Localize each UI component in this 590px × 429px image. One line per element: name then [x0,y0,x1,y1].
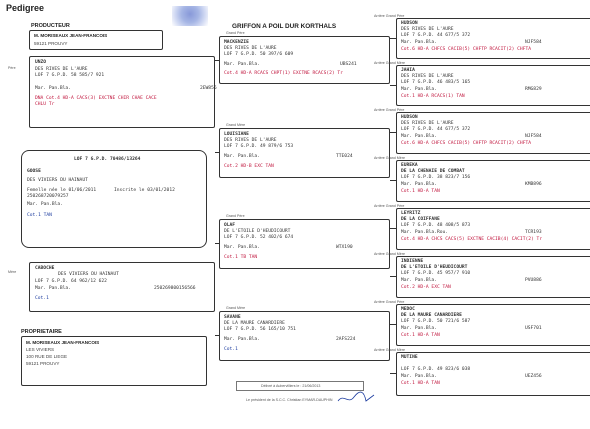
subject-color: Mar. Pan.Bla. [27,202,63,207]
father-lof: LOF 7 G.P.D. 58 585/7 921 [35,73,105,78]
gp2-affix: DE L'ETOILE D'HEUDICOURT [224,229,291,234]
gm1-lof: LOF 7 G.P.D. 49 879/6 753 [224,144,294,149]
gp1-box[interactable] [219,36,390,84]
agp2-label: Arrière Grand Père [374,108,405,112]
subject-chip: 250268720079257 [27,194,69,199]
gm1-name: LOUISIANE [224,132,249,137]
gm2-id: 2AFS224 [336,337,356,342]
ggp-box-4[interactable] [396,160,590,202]
gm2-color: Mar. Pan.Bla. [224,337,260,342]
mother-cot: Cot.1 [35,296,49,301]
official-seal-stamp [172,6,208,26]
ggp1-cot: Cot.6 HD-A CHFCS CACIB(5) CHFTP RCACIT(2) CHFTA [401,47,531,52]
gp1-id: UBS241 [340,62,357,67]
ggp7-name: MEDOC [401,307,415,312]
ggp7-cot: Cot.1 HD-A TAN [401,333,440,338]
connector-line [215,152,219,153]
gp1-label: Grand Père [226,31,245,35]
ggp-box-1[interactable] [396,18,590,59]
gp1-cot: Cot.4 HD-A RCACS CHPT(1) EXCTNE RCACS(2) Tr [224,71,343,76]
father-cot: DNA Cot.4 HD-A CACS(3) EXCTNE CHIR CHAE CACE [35,96,157,101]
ggp2-lof: LOF 7 G.P.D. 46 483/5 165 [401,80,471,85]
mother-lof: LOF 7 G.P.D. 64 962/12 622 [35,279,107,284]
gp2-id: WTX190 [336,245,353,250]
gm1-affix: DES RIVES DE L'AURE [224,138,277,143]
agp3-label: Arrière Grand Père [374,204,405,208]
mother-affix: DES VIVIERS DU HAINAUT [58,272,119,277]
gp1-affix: DES RIVES DE L'AURE [224,46,277,51]
mother-color: Mar. Pan.Bla. [35,286,71,291]
ggp8-color: Mar. Pan.Bla. [401,374,437,379]
owner-line3: 100 RUE DE LIEGE [26,354,68,359]
connector-line [390,38,396,39]
mother-id: 250269800156566 [154,286,196,291]
page-title: Pedigree [6,3,45,13]
ggp6-lof: LOF 7 G.P.D. 45 957/7 910 [401,271,471,276]
agm1-label: Arrière Grand Mère [374,61,405,65]
ggp1-affix: DES RIVES DE L'AURE [401,27,454,32]
ggp5-affix: DE LA COIFFANE [401,217,440,222]
father-cot2: CHLU Tr [35,102,55,107]
ggp4-name: EUREKA [401,163,418,168]
owner-name: M. MORISEAUX JEAN-FRANCOIS [26,340,100,345]
ggp3-id: NJF584 [525,134,542,139]
ggp1-color: Mar. Pan.Bla. [401,40,437,45]
gm2-affix: DE LA MAURE CANARDIERE [224,321,285,326]
owner-label: PROPRIETAIRE [21,329,62,335]
ggp-box-3[interactable] [396,112,590,154]
father-name: UNZO [35,60,47,65]
gp2-label: Grand Père [226,214,245,218]
ggp4-color: Mar. Pan.Bla. [401,182,437,187]
ggp1-id: NJF584 [525,40,542,45]
producer-city: 59121 PROUVY [34,41,68,46]
ggp2-name: JAHIA [401,68,415,73]
subject-name: GOOSE [27,169,41,174]
ggp6-color: Mar. Pan.Bla. [401,278,437,283]
gp2-box[interactable] [219,219,390,269]
ggp1-name: HUDSON [401,21,418,26]
owner-box [21,336,207,386]
owner-line4: 59121 PROUVY [26,361,60,366]
father-box[interactable] [29,56,215,128]
ggp7-lof: LOF 7 G.P.D. 50 721/6 587 [401,319,471,324]
gp1-color: Mar. Pan.Bla. [224,62,260,67]
connector-line [390,276,396,277]
gm2-name: SAVANE [224,315,241,320]
subject-registered: Inscrite le 03/01/2012 [114,188,175,193]
producer-box [29,30,163,50]
mere-label: Mère [8,270,17,274]
gm1-box[interactable] [219,128,390,178]
subject-cot: Cot.1 TAN [27,213,52,218]
ggp5-color: Mar. Pan.Bla.Rou. [401,230,449,235]
gm1-id: TTE024 [336,154,353,159]
subject-box[interactable] [21,150,207,248]
ggp3-cot: Cot.6 HD-A CHFCS CACIB(5) CHFTP RCACIT(2) CHFTA [401,141,531,146]
connector-line [390,373,396,374]
gp2-lof: LOF 7 G.P.D. 52 402/6 674 [224,235,294,240]
mother-name: CABOCHE [35,266,55,271]
agm3-label: Arrière Grand Mère [374,252,405,256]
ggp-box-8[interactable] [396,352,590,396]
ggp-box-5[interactable] [396,208,590,250]
ggp8-id: UEZ456 [525,374,542,379]
ggp-box-6[interactable] [396,256,590,298]
ggp-box-7[interactable] [396,304,590,346]
agp1-label: Arrière Grand Père [374,14,405,18]
breed-title: GRIFFON A POIL DUR KORTHALS [232,23,337,30]
ggp6-name: INDIENNE [401,259,424,264]
signature [336,389,376,407]
agm2-label: Arrière Grand Mère [374,156,405,160]
father-id: 2EW856 [200,86,217,91]
ggp2-affix: DES RIVES DE L'AURE [401,74,454,79]
ggp-box-2[interactable] [396,65,590,106]
gm1-cot: Cot.2 HD-B EXC TAN [224,164,274,169]
connector-line [215,243,219,244]
ggp3-lof: LOF 7 G.P.D. 44 677/5 372 [401,127,471,132]
gp1-lof: LOF 7 G.P.D. 50 397/6 609 [224,52,294,57]
ggp5-name: LEYRITZ [401,211,421,216]
agp4-label: Arrière Grand Père [374,300,405,304]
mother-box[interactable] [29,262,215,312]
ggp7-affix: DE LA MAURE CANARDIERE [401,313,462,318]
ggp7-id: USF701 [525,326,542,331]
gm2-box[interactable] [219,311,390,361]
gm2-cot: Cot.1 [224,347,238,352]
ggp3-color: Mar. Pan.Bla. [401,134,437,139]
gp2-color: Mar. Pan.Bla. [224,245,260,250]
ggp7-color: Mar. Pan.Bla. [401,326,437,331]
subject-affix: DES VIVIERS DU HAINAUT [27,178,88,183]
ggp8-cot: Cot.1 HD-A TAN [401,381,440,386]
ggp2-color: Mar. Pan.Bla. [401,87,437,92]
ggp5-cot: Cot.4 HD-A CHCS CACS(5) EXCTNE CACIB(4) CACIT(2) Tr [401,237,543,242]
gm2-label: Grand Mère [226,306,246,310]
ggp2-id: RMG829 [525,87,542,92]
ggp6-affix: DE L'ETOILE D'HEUDICOURT [401,265,468,270]
connector-line [390,132,396,133]
ggp4-affix: DE LA CHENAIE DE COMBAT [401,169,465,174]
gp2-name: OLAF [224,223,236,228]
ggp3-name: HUDSON [401,115,418,120]
ggp3-affix: DES RIVES DE L'AURE [401,121,454,126]
ggp2-cot: Cot.1 HD-A RCACS(1) TAN [401,94,465,99]
father-affix: DES RIVES DE L'AURE [35,67,88,72]
pere-label: Père [8,66,16,70]
gp2-cot: Cot.1 TB TAN [224,255,258,260]
ggp8-lof: LOF 7 G.P.D. 49 823/6 038 [401,367,471,372]
owner-line2: LES VIVIERS [26,347,55,352]
delivered-text: Délivré à Aubervilliers le : 21/06/2013 [261,384,321,388]
ggp6-cot: Cot.2 HD-A EXC TAN [401,285,451,290]
connector-line [215,335,219,336]
gm1-label: Grand Mère [226,123,246,127]
connector-line [390,85,396,86]
ggp4-id: KMB896 [525,182,542,187]
connector-line [215,60,219,61]
ggp8-name: MUTINE [401,355,418,360]
agm4-label: Arrière Grand Mère [374,348,405,352]
ggp1-lof: LOF 7 G.P.D. 44 677/5 372 [401,33,471,38]
ggp5-id: TCR193 [525,230,542,235]
gp1-name: MACKENZIE [224,40,249,45]
connector-line [390,228,396,229]
producer-name: M. MORISEAUX JEAN-FRANCOIS [34,33,108,38]
producer-label: PRODUCTEUR [31,23,70,29]
subject-born: Femelle née le 01/06/2011 [27,188,97,193]
father-color: Mar. Pan.Bla. [35,86,71,91]
connector-line [390,180,396,181]
gm2-lof: LOF 7 G.P.D. 56 165/10 751 [224,327,296,332]
ggp4-cot: Cot.1 HD-A TAN [401,189,440,194]
connector-line [390,324,396,325]
president-text: Le président de la S.C.C. Christian EYMAR-DAUPHIN [246,398,333,402]
ggp4-lof: LOF 7 G.P.D. 38 823/7 156 [401,175,471,180]
gm1-color: Mar. Pan.Bla. [224,154,260,159]
subject-lof: LOF 7 G.P.D. 70486/13264 [74,157,141,162]
ggp5-lof: LOF 7 G.P.D. 48 408/5 873 [401,223,471,228]
ggp6-id: PVU886 [525,278,542,283]
